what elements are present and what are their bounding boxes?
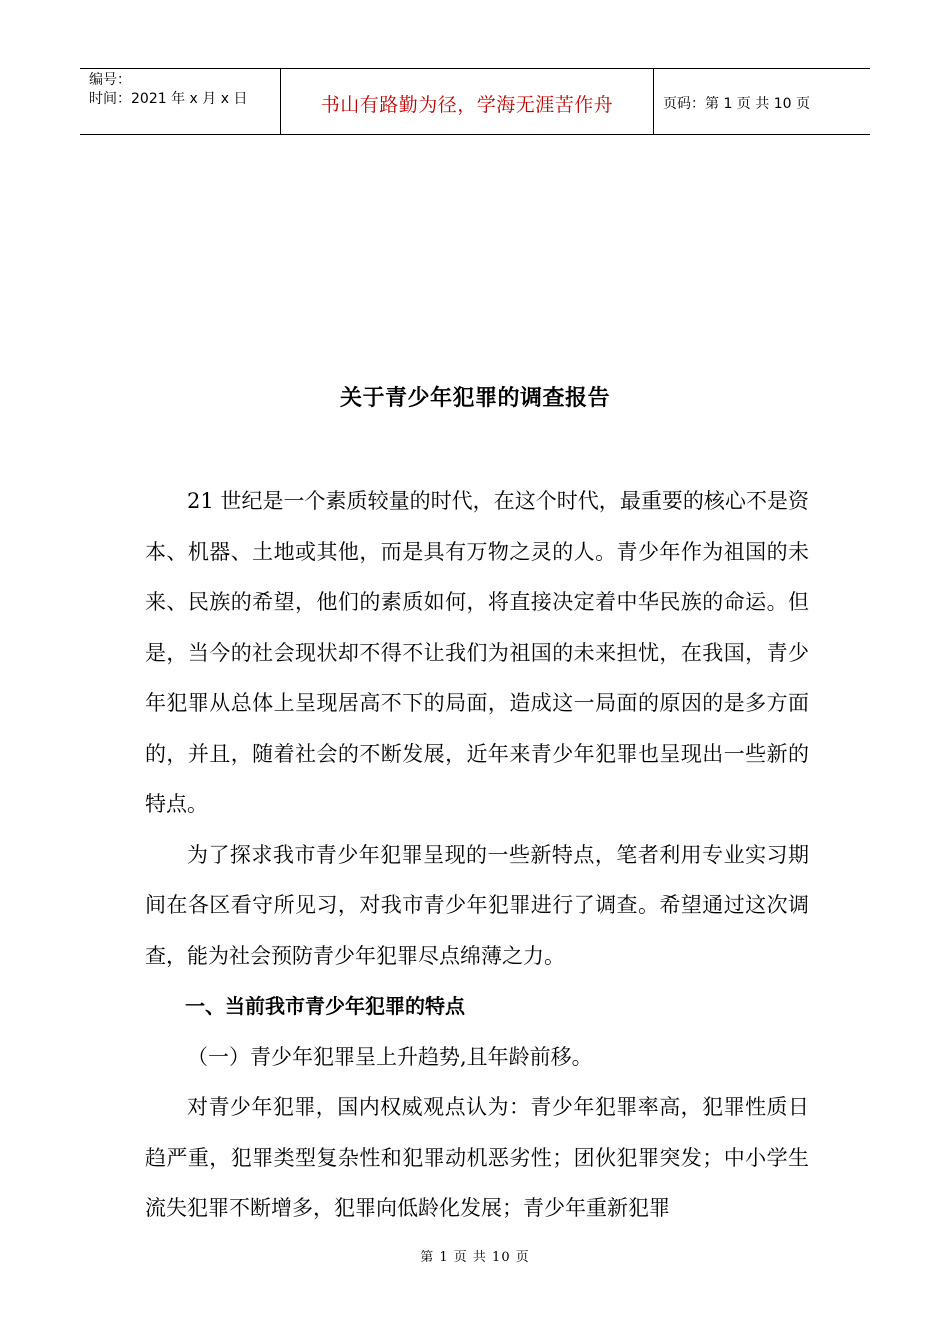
header-page-cell bbox=[654, 69, 870, 134]
time-label: 时间：2021 年 x 月 x 日 bbox=[89, 91, 248, 107]
number-label: 编号： bbox=[89, 72, 131, 88]
paragraph-opinion: 对青少年犯罪，国内权威观点认为：青少年犯罪率高，犯罪性质日趋严重，犯罪类型复杂性和犯罪动机恶劣性；团伙犯罪突发；中小学生流失犯罪不断增多，犯罪向低龄化发展；青少年重新犯罪 bbox=[145, 1095, 809, 1220]
section-heading: 一、当前我市青少年犯罪的特点 bbox=[185, 994, 465, 1018]
paragraph-purpose: 为了探求我市青少年犯罪呈现的一些新特点，笔者利用专业实习期间在各区看守所见习，对我市青少年犯罪进行了调查。希望通过这次调查，能为社会预防青少年犯罪尽点绵薄之力。 bbox=[145, 842, 809, 968]
subsection-heading: （一）青少年犯罪呈上升趋势,且年龄前移。 bbox=[187, 1044, 593, 1069]
page-info: 页码：第 1 页 共 10 页 bbox=[663, 95, 810, 112]
header-table bbox=[80, 68, 870, 135]
document-title: 关于青少年犯罪的调查报告 bbox=[339, 386, 610, 411]
paragraph-intro: 21 世纪是一个素质较量的时代，在这个时代，最重要的核心不是资本、机器、土地或其他，而是具有万物之灵的人。青少年作为祖国的未来、民族的希望，他们的素质如何，将直接决定着中华民族的命运。但是，当今的社会现状却不得不让我们为祖国的未来担忧，在我国，青少年犯罪从总体上呈现居高不下的局面，造成这一局面的原因的是多方面的，并且，随着社会的不断发展，近年来青少年犯罪也呈现出一些新的特点。 bbox=[145, 489, 809, 816]
header-meta-cell bbox=[80, 69, 281, 134]
motto-text: 书山有路勤为径，学海无涯苦作舟 bbox=[320, 94, 614, 116]
document-body bbox=[145, 476, 809, 1234]
header-motto-cell bbox=[281, 69, 654, 134]
page-footer: 第 1 页 共 10 页 bbox=[420, 1250, 530, 1265]
